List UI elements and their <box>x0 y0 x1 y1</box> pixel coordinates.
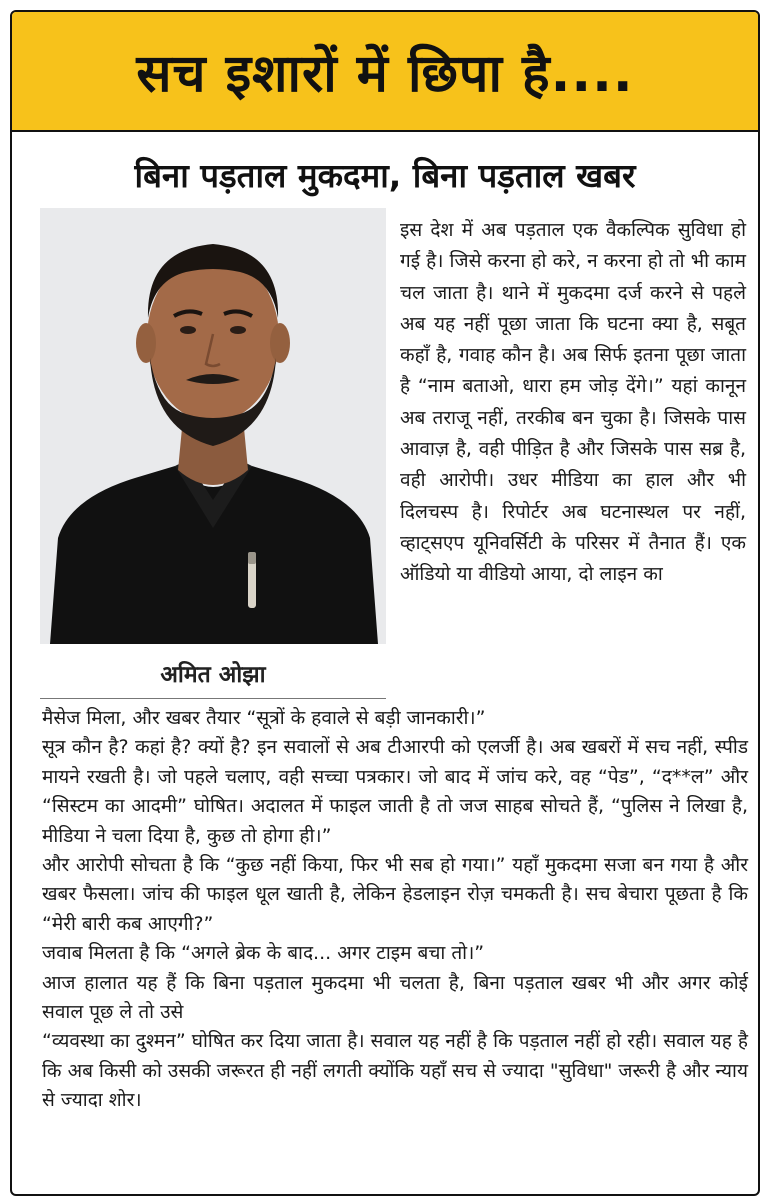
body-paragraph: आज हालात यह हैं कि बिना पड़ताल मुकदमा भी चलता है, बिना पड़ताल खबर भी और अगर कोई सवाल पूछ ले तो उसे <box>42 971 748 1024</box>
body-paragraph: जवाब मिलता है कि “अगले ब्रेक के बाद... अगर टाइम बचा तो।” <box>42 942 485 965</box>
article-body <box>42 704 748 1116</box>
banner-title: सच इशारों में छिपा है.... <box>136 43 634 104</box>
banner <box>12 12 758 132</box>
man-portrait-icon <box>40 208 386 644</box>
author-photo <box>40 208 386 644</box>
body-paragraph: सूत्र कौन है? कहां है? क्यों है? इन सवालों से अब टीआरपी को एलर्जी है। अब खबरों में सच नहीं, स्पीड मायने रखती है। जो पहले चलाए, वही सच्चा पत्रकार। जो बाद में जांच करे, वह “पेड”, “द**ल” और “सिस्टम का आदमी” घोषित। अदालत में फाइल जाती है तो जज साहब सोचते हैं, “पुलिस ने लिखा है, मीडिया ने चला दिया है, कुछ तो होगा ही।” <box>42 736 748 847</box>
author-byline: अमित ओझा <box>40 648 386 699</box>
newspaper-column <box>10 10 760 1196</box>
body-paragraph: “व्यवस्था का दुश्मन” घोषित कर दिया जाता है। सवाल यह नहीं है कि पड़ताल नहीं हो रही। सवाल यह है कि अब किसी को उसकी जरूरत ही नहीं लगती क्योंकि यहाँ सच से ज्यादा "सुविधा" जरूरी है और न्याय से ज्यादा शोर। <box>42 1030 748 1112</box>
article-intro-text: इस देश में अब पड़ताल एक वैकल्पिक सुविधा हो गई है। जिसे करना हो करे, न करना हो तो भी काम चल जाता है। थाने में मुकदमा दर्ज करने से पहले अब यह नहीं पूछा जाता कि घटना क्या है, सबूत कहाँ है, गवाह कौन है। अब सिर्फ इतना पूछा जाता है “नाम बताओ, धारा हम जोड़ देंगे।” यहां कानून अब तराजू नहीं, तरकीब बन चुका है। जिसके पास आवाज़ है, वही पीड़ित है और जिसके पास सब्र है, वही आरोपी। उधर मीडिया का हाल और भी दिलचस्प है। रिपोर्टर अब घटनास्थल पर नहीं, व्हाट्सएप यूनिवर्सिटी के परिसर में तैनात हैं। एक ऑडियो या वीडियो आया, दो लाइन का <box>400 219 746 586</box>
body-paragraph: और आरोपी सोचता है कि “कुछ नहीं किया, फिर भी सब हो गया।” यहाँ मुकदमा सजा बन गया है और खबर फैसला। जांच की फाइल धूल खाती है, लेकिन हेडलाइन रोज़ चमकती है। सच बेचारा पूछता है कि “मेरी बारी कब आएगी?” <box>42 854 748 935</box>
body-paragraph: मैसेज मिला, और खबर तैयार “सूत्रों के हवाले से बड़ी जानकारी।” <box>42 707 486 729</box>
article-headline: बिना पड़ताल मुकदमा, बिना पड़ताल खबर <box>134 156 636 195</box>
